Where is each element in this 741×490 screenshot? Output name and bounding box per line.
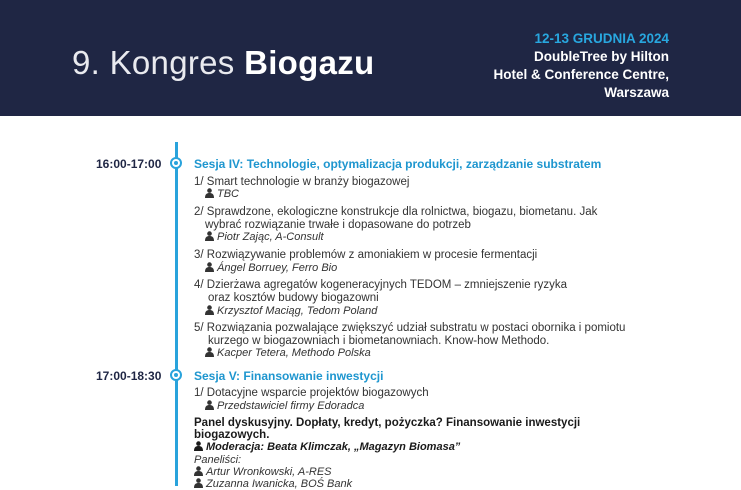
session-title: Sesja IV: Technologie, optymalizacja produkcji, zarządzanie substratem xyxy=(194,157,602,171)
event-dates: 12-13 GRUDNIA 2024 xyxy=(534,31,669,46)
person-icon xyxy=(205,231,214,241)
venue-line-1: DoubleTree by Hilton xyxy=(533,49,669,64)
congress-title: 9. Kongres Biogazu xyxy=(72,44,375,81)
venue-line-3: Warszawa xyxy=(604,85,669,100)
speaker: Przedstawiciel firmy Edoradca xyxy=(205,400,364,412)
speaker: Krzysztof Maciąg, Tedom Poland xyxy=(205,305,377,317)
header-banner xyxy=(0,0,741,116)
agenda-item: 3/ Rozwiązywanie problemów z amoniakiem w procesie fermentacji xyxy=(194,249,538,261)
panel-title-continued: biogazowych. xyxy=(194,429,270,441)
panelists-label: Paneliści: xyxy=(194,454,242,466)
person-icon xyxy=(194,441,203,451)
moderation: Moderacja: Beata Klimczak, „Magazyn Biomasa” xyxy=(194,441,460,453)
timeline-dot xyxy=(170,157,182,169)
person-icon xyxy=(194,478,203,488)
session-time: 17:00-18:30 xyxy=(96,369,162,383)
agenda-item: 1/ Smart technologie w branży biogazowej xyxy=(194,176,410,188)
agenda-item-continued: oraz kosztów budowy biogazowni xyxy=(208,292,379,304)
speaker: Piotr Zając, A-Consult xyxy=(205,231,324,243)
timeline-line xyxy=(175,142,178,486)
speaker: Ángel Borruey, Ferro Bio xyxy=(205,262,337,274)
panel-title: Panel dyskusyjny. Dopłaty, kredyt, pożyczka? Finansowanie inwestycji xyxy=(194,417,581,429)
person-icon xyxy=(205,262,214,272)
person-icon xyxy=(205,305,214,315)
agenda-item-continued: wybrać rozwiązanie trwałe i dopasowane do potrzeb xyxy=(205,219,471,231)
panelist: Artur Wronkowski, A-RES xyxy=(194,466,332,478)
person-icon xyxy=(205,400,214,410)
speaker: Kacper Tetera, Methodo Polska xyxy=(205,347,371,359)
person-icon xyxy=(205,188,214,198)
agenda-item: 1/ Dotacyjne wsparcie projektów biogazowych xyxy=(194,387,429,399)
person-icon xyxy=(205,347,214,357)
agenda-item-continued: kurzego w biogazowniach i biometanowniach. Know-how Methodo. xyxy=(208,335,550,347)
person-icon xyxy=(194,466,203,476)
speaker: TBC xyxy=(205,188,239,200)
event-info xyxy=(493,30,669,102)
session-time: 16:00-17:00 xyxy=(96,157,162,171)
agenda-item: 4/ Dzierżawa agregatów kogeneracyjnych TEDOM – zmniejszenie ryzyka xyxy=(194,279,568,291)
agenda-item: 5/ Rozwiązania pozwalające zwiększyć udział substratu w postaci obornika i pomiotu xyxy=(194,322,626,334)
session-title: Sesja V: Finansowanie inwestycji xyxy=(194,369,384,383)
timeline-dot xyxy=(170,369,182,381)
venue-line-2: Hotel & Conference Centre, xyxy=(493,67,669,82)
panelist: Zuzanna Iwanicka, BOŚ Bank xyxy=(194,478,352,490)
agenda-item: 2/ Sprawdzone, ekologiczne konstrukcje dla rolnictwa, biogazu, biometanu. Jak xyxy=(194,206,598,218)
